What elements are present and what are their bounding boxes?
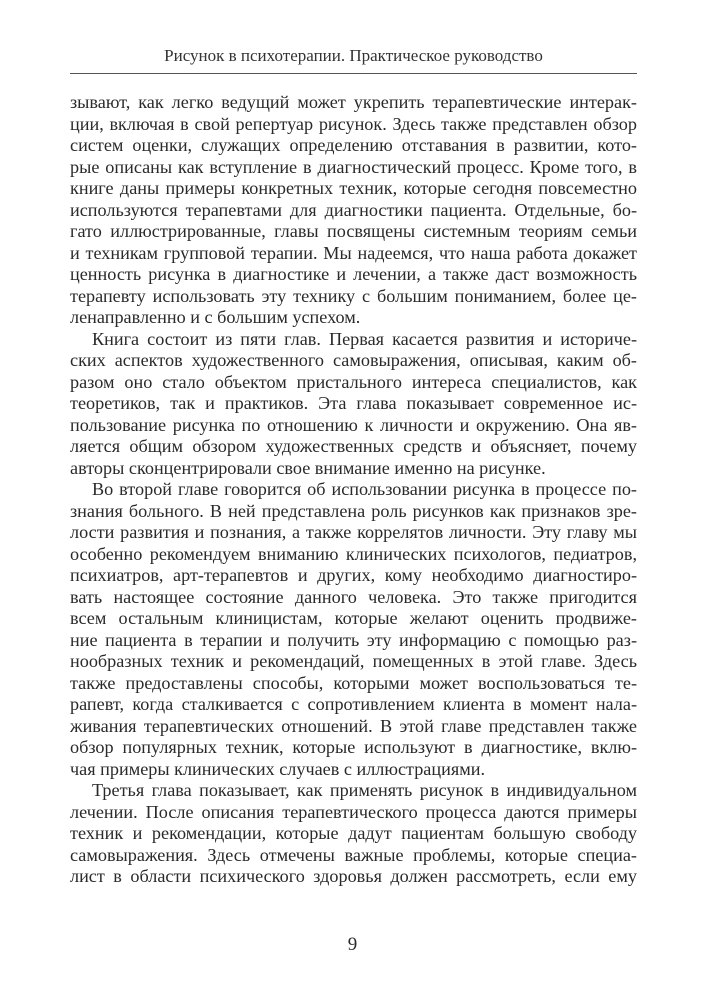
text-line: систем оценки, служащих определению отставания в развитии, кото- (70, 135, 637, 155)
text-line: психиатров, арт-терапевтов и других, кому необходимо диагностиро- (70, 565, 637, 585)
text-line: ние пациента в терапии и получить эту информацию с помощью раз- (70, 629, 637, 650)
text-line: вать настоящее состояние данного человека. Это также пригодится (70, 586, 637, 607)
running-header: Рисунок в психотерапии. Практическое руководство (164, 46, 543, 65)
text-line: авторы сконцентрировали свое внимание именно на рисунке. (70, 457, 546, 478)
header-divider (70, 73, 637, 74)
text-line: теоретиков, так и практиков. Эта глава показывает современное ис- (70, 393, 637, 413)
text-line: рапевт, когда сталкивается с сопротивлением клиента в момент нала- (70, 694, 637, 714)
text-line: рые описаны как вступление в диагностический процесс. Кроме того, в (70, 156, 637, 177)
text-line: техник и рекомендации, которые дадут пациентам большую свободу (70, 823, 637, 843)
paragraph (70, 479, 637, 780)
text-line: самовыражения. Здесь отмечены важные проблемы, которые специа- (70, 844, 637, 865)
text-line: терапевту использовать эту технику с большим пониманием, более це- (70, 285, 637, 306)
text-line: гато иллюстрированные, главы посвящены системным теориям семьи (70, 221, 637, 241)
text-line: и техникам групповой терапии. Мы надеемся, что наша работа докажет (70, 242, 637, 263)
text-line: Книга состоит из пяти глав. Первая касается развития и историче- (92, 328, 637, 349)
text-line: нообразных техник и рекомендаций, помещенных в этой главе. Здесь (70, 651, 637, 671)
text-line: знания больного. В ней представлена роль рисунков как признаков зре- (70, 500, 637, 521)
page-body (70, 92, 637, 888)
text-line: используются терапевтами для диагностики пациента. Отдельные, бо- (70, 199, 637, 220)
text-line: Третья глава показывает, как применять рисунок в индивидуальном (92, 780, 637, 800)
paragraph (70, 92, 637, 329)
text-line: ляется общим обзором художественных средств и объясняет, почему (70, 436, 637, 456)
text-line: чая примеры клинических случаев с иллюстрациями. (70, 758, 485, 779)
paragraph (70, 329, 637, 480)
text-line: обзор популярных техник, которые используют в диагностике, вклю- (70, 737, 637, 757)
text-line: зывают, как легко ведущий может укрепить терапевтические интерак- (70, 92, 637, 112)
text-line: лист в области психического здоровья должен рассмотреть, если ему (70, 866, 637, 886)
text-line: ции, включая в свой репертуар рисунок. Здесь также представлен обзор (70, 113, 637, 134)
text-line: ских аспектов художественного самовыражения, описывая, каким об- (70, 350, 637, 370)
text-line: книге даны примеры конкретных техник, которые сегодня повсеместно (70, 178, 637, 198)
text-line: пользование рисунка по отношению к личности и окружению. Она яв- (70, 414, 637, 435)
text-line: особенно рекомендуем вниманию клинических психологов, педиатров, (70, 543, 637, 564)
text-line: ленаправленно и с большим успехом. (70, 307, 361, 327)
text-line: лечении. После описания терапевтического процесса даются примеры (70, 801, 637, 822)
text-line: Во второй главе говорится об использовании рисунка в процессе по- (92, 479, 637, 499)
text-line: также предоставлены способы, которыми может воспользоваться те- (70, 672, 637, 693)
page-number: 9 (347, 934, 358, 955)
text-line: лости развития и познания, а также коррелятов личности. Эту главу мы (70, 522, 637, 542)
text-line: ценность рисунка в диагностике и лечении, а также даст возможность (70, 264, 637, 284)
text-line: живания терапевтических отношений. В этой главе представлен также (70, 715, 637, 736)
paragraph (70, 780, 637, 888)
text-line: всем остальным клиницистам, которые желают оценить продвиже- (70, 608, 637, 628)
text-line: разом оно стало объектом пристального интереса специалистов, как (70, 371, 637, 392)
